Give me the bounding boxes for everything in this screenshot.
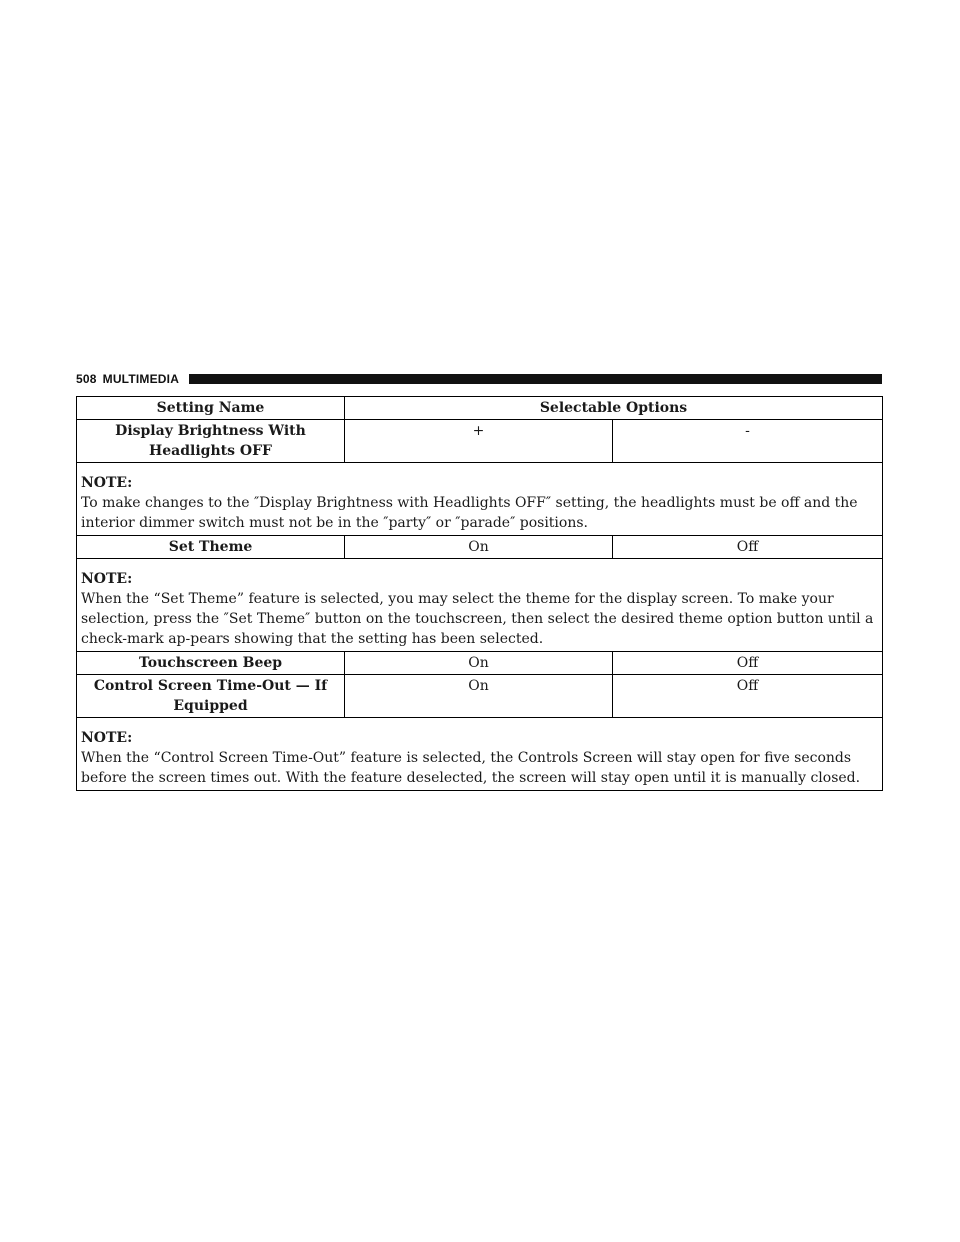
column-header-selectable-options: Selectable Options (345, 397, 883, 420)
note-title: NOTE: (81, 475, 133, 491)
option-cell: Off (613, 536, 883, 559)
note-title: NOTE: (81, 730, 133, 746)
section-title: MULTIMEDIA (102, 372, 180, 386)
table-row (77, 420, 883, 463)
table-row (77, 536, 883, 559)
note-text: When the “Set Theme” feature is selected, you may select the theme for the display screen. To make your selection, press the ″Set Theme″ button on the touchscreen, then select the desired theme option button until a check-mark ap-pears showing that the setting has been selected. (81, 591, 874, 647)
setting-name-cell: Display Brightness With Headlights OFF (77, 420, 345, 463)
setting-name-cell: Touchscreen Beep (77, 652, 345, 675)
note-row (77, 559, 883, 652)
table-header-row (77, 397, 883, 420)
note-cell (77, 718, 883, 791)
option-cell: Off (613, 652, 883, 675)
note-row (77, 463, 883, 536)
note-text: To make changes to the ″Display Brightness with Headlights OFF″ setting, the headlights must be off and the interior dimmer switch must not be in the ″party″ or ″parade″ positions. (81, 495, 858, 531)
option-cell: On (345, 675, 613, 718)
note-title: NOTE: (81, 571, 133, 587)
page-number: 508 (76, 372, 97, 386)
setting-name-cell: Set Theme (77, 536, 345, 559)
note-cell (77, 463, 883, 536)
note-text: When the “Control Screen Time-Out” feature is selected, the Controls Screen will stay open for five seconds before the screen times out. With the feature deselected, the screen will stay open until it is manually closed. (81, 750, 861, 786)
option-cell: On (345, 652, 613, 675)
note-row (77, 718, 883, 791)
table-row (77, 652, 883, 675)
header-rule (189, 374, 882, 384)
column-header-setting-name: Setting Name (77, 397, 345, 420)
option-cell: On (345, 536, 613, 559)
settings-table (76, 396, 883, 791)
page-header (76, 371, 882, 387)
option-cell: - (613, 420, 883, 463)
note-cell (77, 559, 883, 652)
table-row (77, 675, 883, 718)
option-cell: + (345, 420, 613, 463)
option-cell: Off (613, 675, 883, 718)
setting-name-cell: Control Screen Time-Out — If Equipped (77, 675, 345, 718)
